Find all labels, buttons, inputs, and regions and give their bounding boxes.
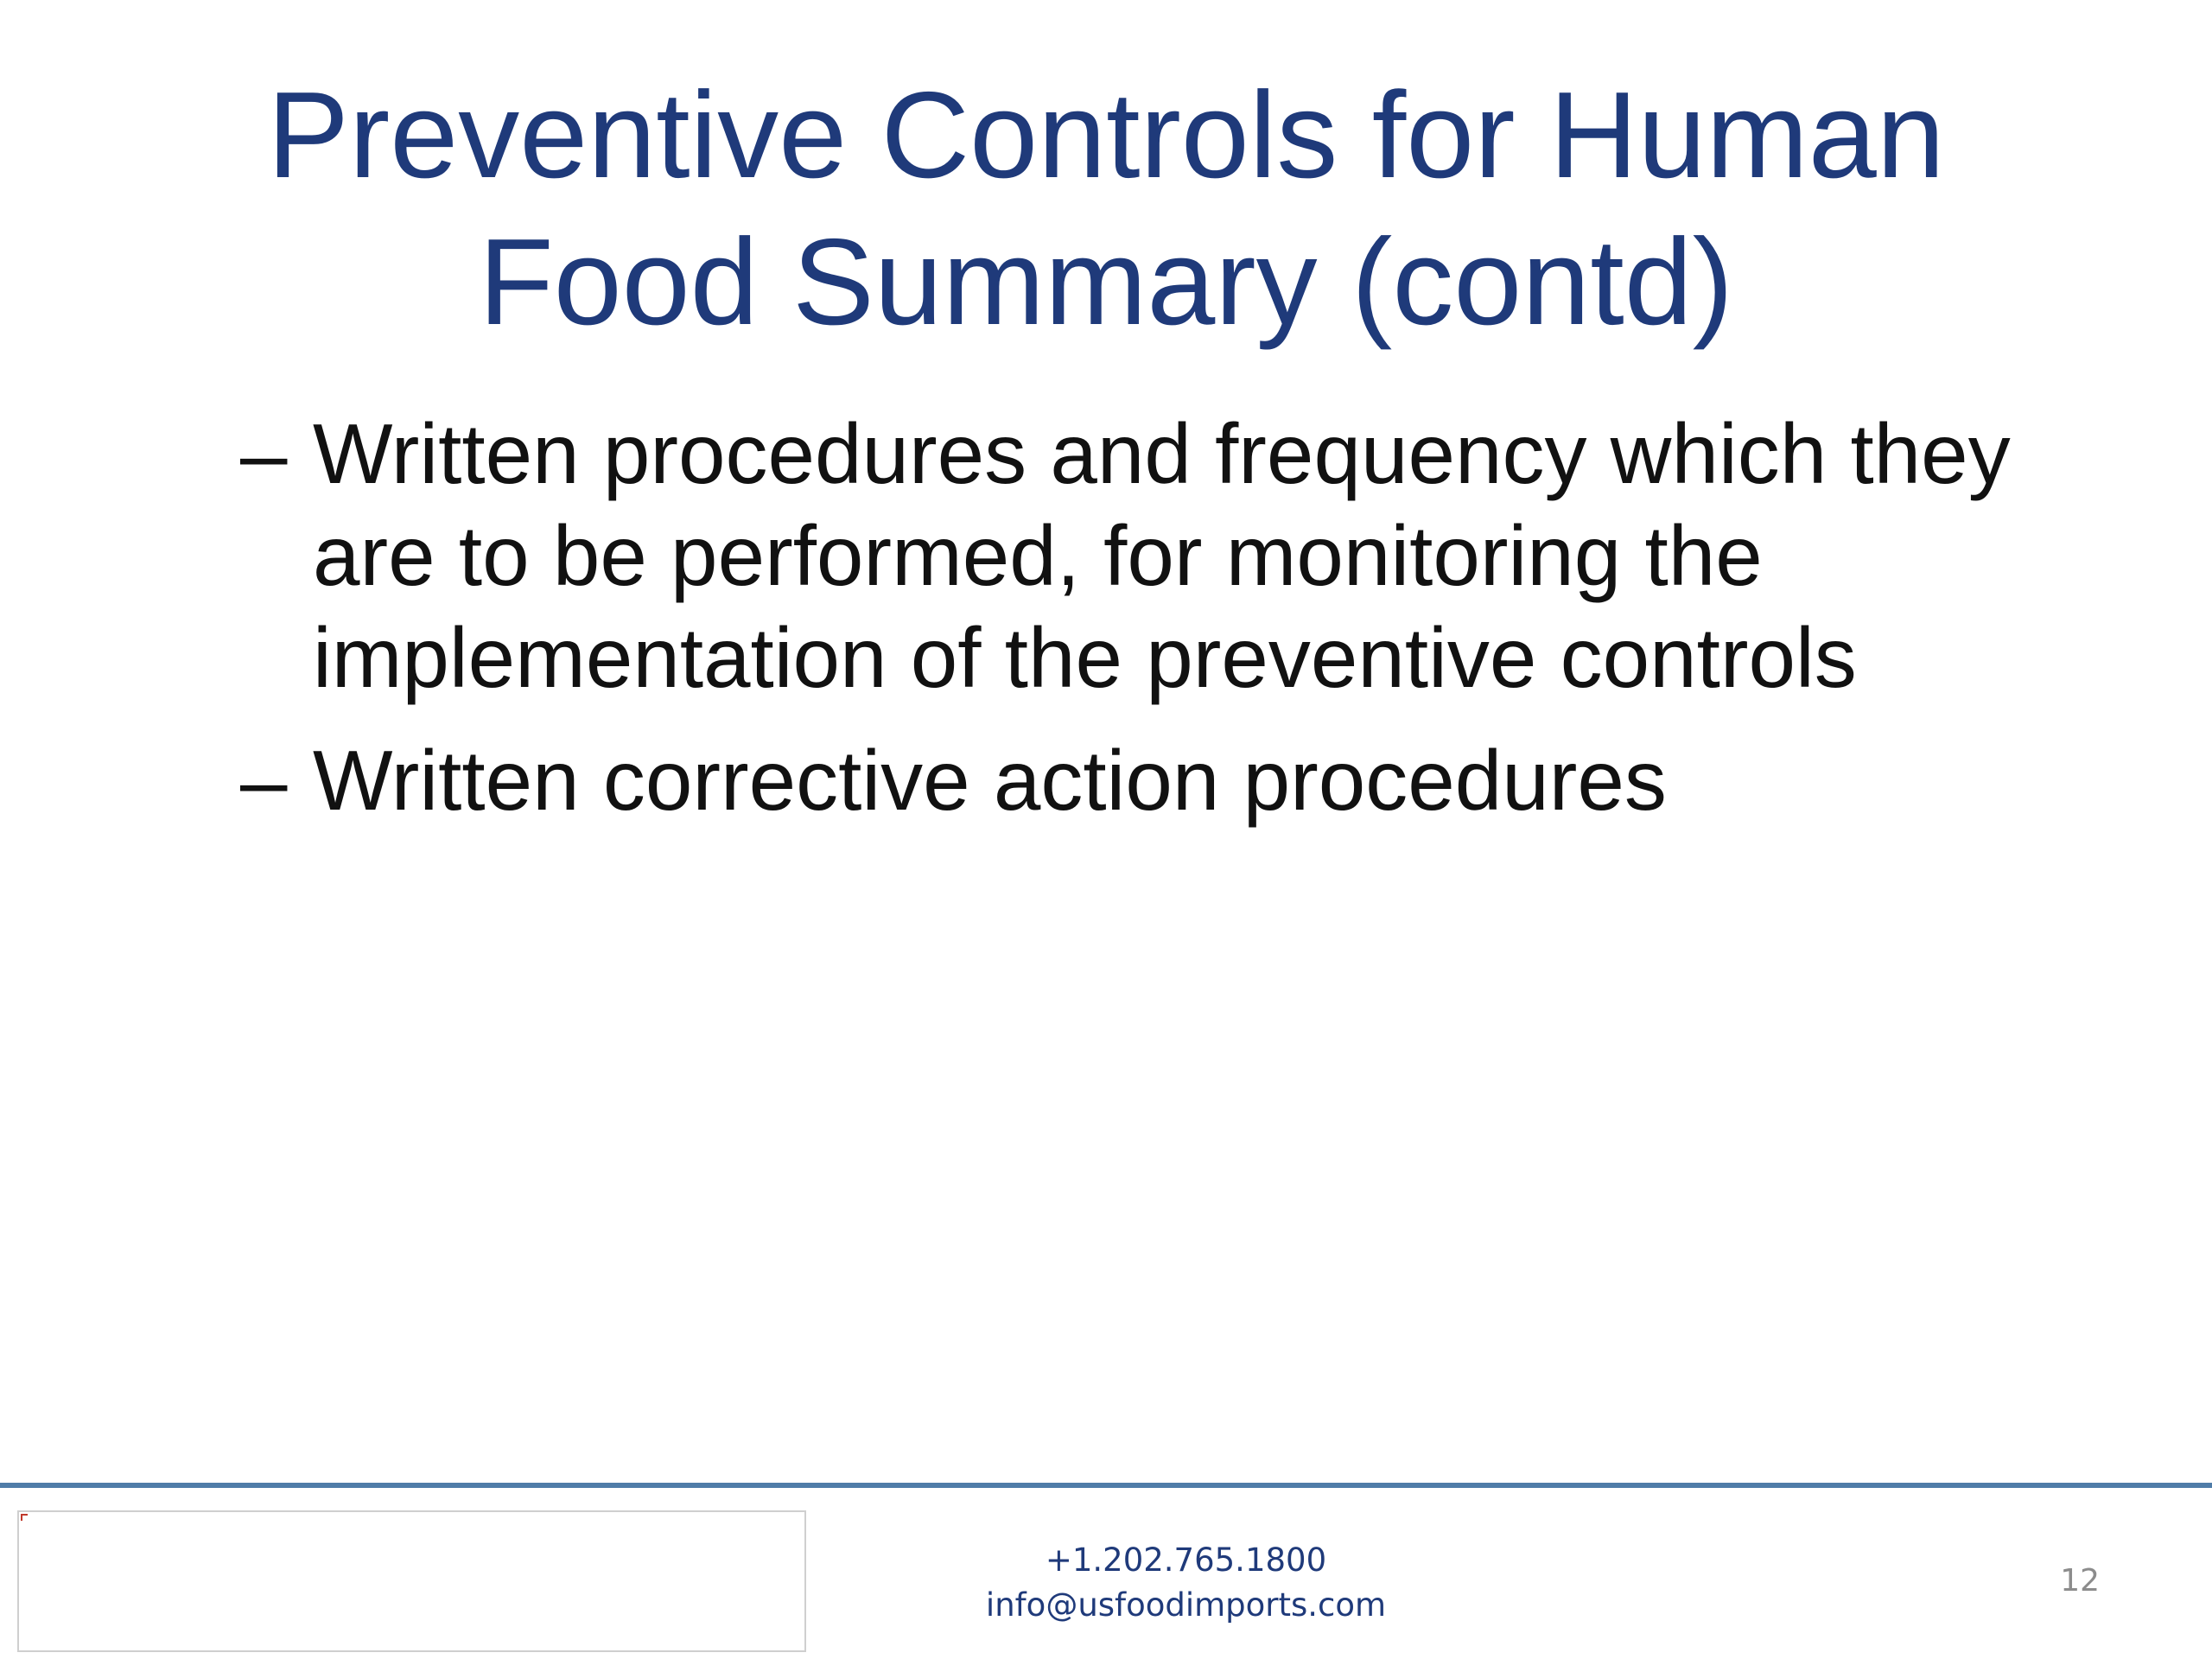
slide-title-line-2: Food Summary (contd) xyxy=(478,213,1734,351)
bullet-line: Written procedures and frequency which they xyxy=(313,406,2011,501)
bullet-item xyxy=(240,403,2124,709)
bullet-dash: – xyxy=(240,733,288,828)
slide-title xyxy=(0,62,2212,356)
footer-divider xyxy=(0,1483,2212,1488)
bullet-list xyxy=(240,403,2124,852)
bullet-item xyxy=(240,729,2124,831)
bullet-line: Written corrective action procedures xyxy=(313,733,1667,828)
footer-phone: +1.202.765.1800 xyxy=(1045,1541,1327,1579)
bullet-dash: – xyxy=(240,406,288,501)
logo-placeholder xyxy=(17,1510,806,1652)
bullet-line: are to be performed, for monitoring the xyxy=(313,508,1763,603)
footer-contact xyxy=(864,1538,1508,1628)
footer-email: info@usfoodimports.com xyxy=(985,1586,1387,1624)
slide-title-line-1: Preventive Controls for Human xyxy=(267,67,1945,204)
bullet-line: implementation of the preventive controls xyxy=(313,610,1857,705)
broken-image-icon xyxy=(21,1514,28,1521)
slide-page-number: 12 xyxy=(2060,1563,2100,1599)
